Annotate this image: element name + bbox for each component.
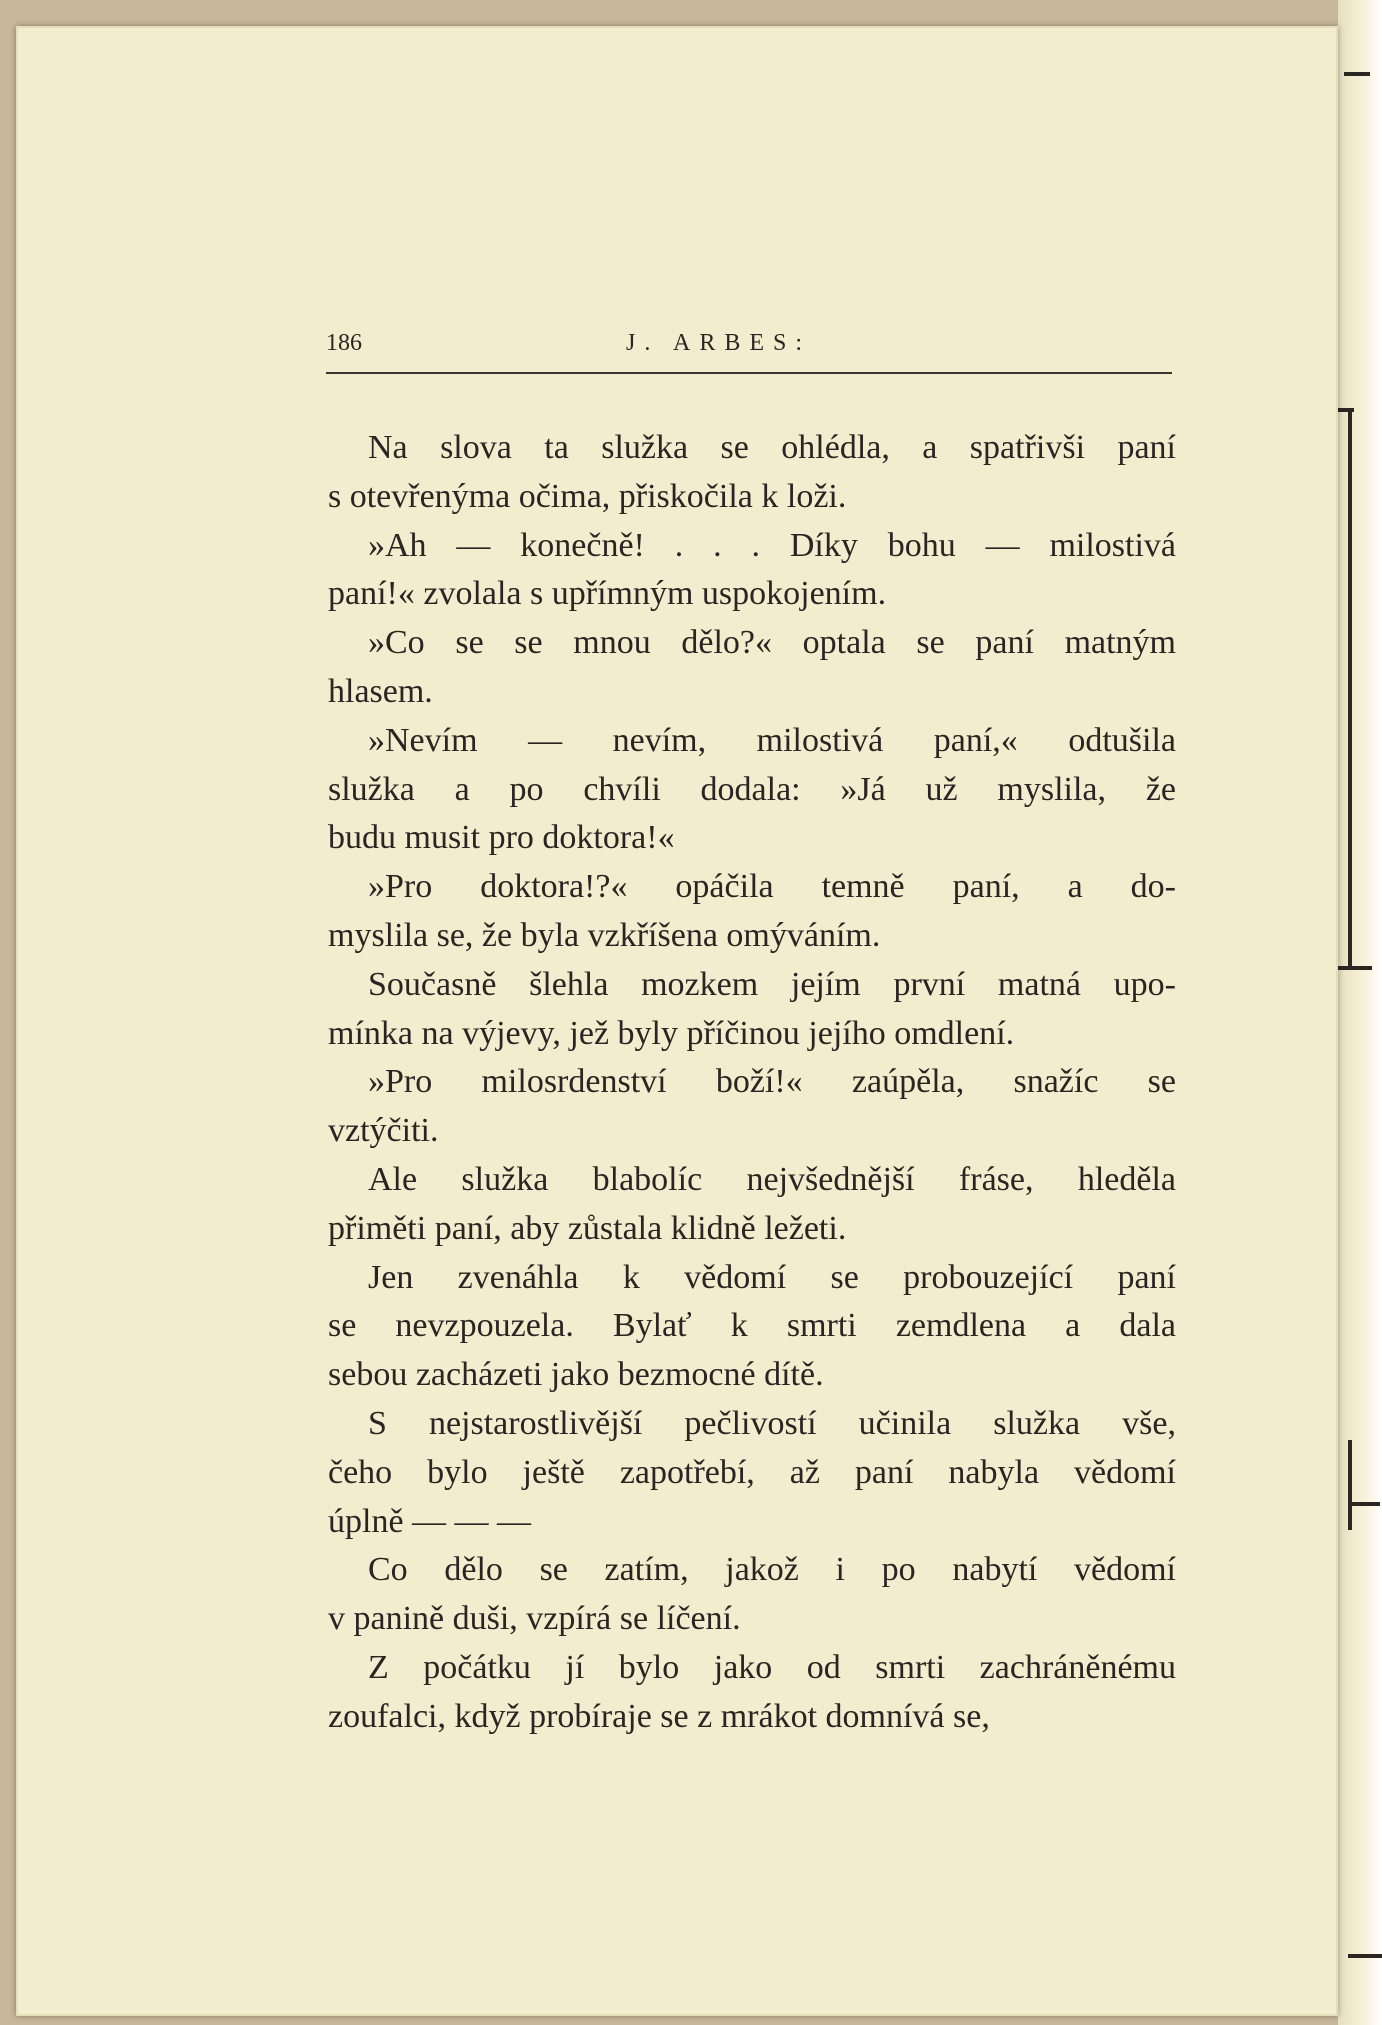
text-line: Jen zvenáhla k vědomí se probouzející paní (368, 1258, 1176, 1296)
paragraph (328, 1400, 1176, 1546)
text-line: úplně — — — (328, 1502, 532, 1540)
paragraph (328, 1254, 1176, 1400)
paragraph (328, 424, 1176, 522)
gutter-mark (1348, 410, 1352, 970)
gutter-mark (1348, 1440, 1352, 1530)
text-line: Na slova ta služka se ohlédla, a spatřivši paní (368, 429, 1176, 466)
gutter-mark (1336, 966, 1372, 970)
text-line: přiměti paní, aby zůstala klidně ležeti. (328, 1209, 847, 1247)
text-line: »Nevím — nevím, milostivá paní,« odtušila (368, 721, 1176, 759)
paragraph (328, 1644, 1176, 1742)
paragraph (328, 522, 1176, 620)
paragraph (328, 961, 1176, 1059)
text-line: budu musit pro doktora!« (328, 819, 675, 857)
text-line: paní!« zvolala s upřímným uspokojením. (328, 575, 887, 613)
text-line: myslila se, že byla vzkříšena omýváním. (328, 916, 881, 954)
text-line: »Ah — konečně! . . . Díky bohu — milostivá (368, 526, 1176, 564)
text-line: vztýčiti. (328, 1112, 439, 1150)
text-line: Současně šlehla mozkem jejím první matná upo- (368, 965, 1176, 1003)
running-head: J. ARBES: (626, 330, 812, 356)
gutter-mark (1348, 1954, 1382, 1958)
text-line: Ale služka blabolíc nejvšednější fráse, hleděla (368, 1160, 1176, 1198)
header-rule (326, 372, 1172, 374)
paragraph (328, 1546, 1176, 1644)
text-line: Co dělo se zatím, jakož i po nabytí vědomí (368, 1551, 1176, 1589)
gutter-mark (1352, 1502, 1380, 1506)
paragraph (328, 619, 1176, 717)
text-line: »Pro milosrdenství boží!« zaúpěla, snažíc se (368, 1063, 1176, 1101)
text-line: se nevzpouzela. Bylať k smrti zemdlena a dala (328, 1307, 1176, 1345)
page-header (326, 330, 1172, 372)
text-line: v panině duši, vzpírá se líčení. (328, 1600, 741, 1638)
gutter-mark (1344, 72, 1370, 76)
text-line: mínka na výjevy, jež byly příčinou jejího omdlení. (328, 1014, 1015, 1052)
paragraph (328, 717, 1176, 863)
page-gutter (1338, 0, 1382, 2025)
text-line: s otevřenýma očima, přiskočila k loži. (328, 477, 847, 515)
paragraph (328, 863, 1176, 961)
text-line: S nejstarostlivější pečlivostí učinila služka vše, (368, 1404, 1176, 1442)
text-line: Z počátku jí bylo jako od smrti zachráněnému (368, 1648, 1176, 1686)
paragraph (328, 1156, 1176, 1254)
text-line: služka a po chvíli dodala: »Já už myslila, že (328, 770, 1176, 808)
text-line: hlasem. (328, 672, 433, 710)
text-line: zoufalci, když probíraje se z mrákot domnívá se, (328, 1697, 990, 1735)
body-text (328, 424, 1176, 1742)
text-line: »Pro doktora!?« opáčila temně paní, a do- (368, 868, 1176, 906)
page-number: 186 (326, 330, 362, 356)
text-line: »Co se se mnou dělo?« optala se paní matným (368, 624, 1176, 662)
paragraph (328, 1058, 1176, 1156)
text-line: čeho bylo ještě zapotřebí, až paní nabyla vědomí (328, 1453, 1176, 1491)
text-line: sebou zacházeti jako bezmocné dítě. (328, 1356, 824, 1394)
